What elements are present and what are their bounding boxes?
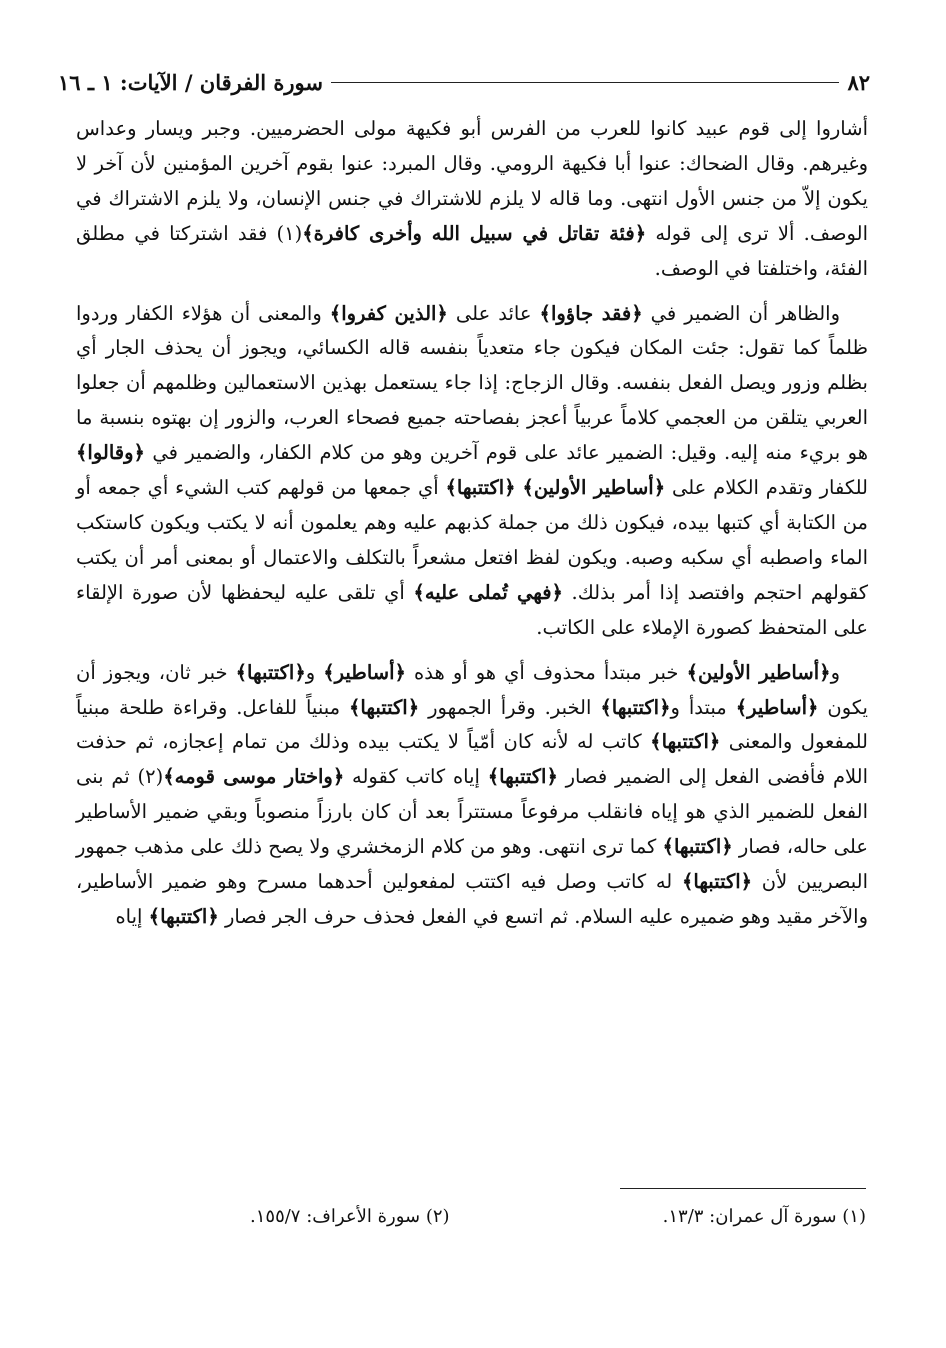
quran-quote: ﴿أساطير الأولين﴾ bbox=[522, 476, 666, 500]
quran-quote: ﴿اكتتبها﴾ bbox=[235, 660, 306, 684]
quran-quote: ﴿اكتتبها﴾ bbox=[487, 765, 558, 789]
text-run: (١) فقد اشتركتا في مطلق الفئة، واختلفتا في الوصف. bbox=[76, 221, 868, 280]
text-run: مبنياً للفاعل. وقراءة طلحة مبنياً للمفعول والمعنى bbox=[76, 695, 868, 754]
quran-quote: ﴿فئة تقاتل في سبيل الله وأخرى كافرة﴾ bbox=[302, 221, 647, 245]
footnote-1: (١) سورة آل عمران: ١٣/٣. bbox=[662, 1206, 866, 1227]
text-run: عائد على bbox=[447, 301, 540, 325]
text-run: أي جمعها من قولهم كتب الشيء أي جمعه أو من الكتابة أي كتبها بيده، فيكون ذلك من جملة كذبهم عليه وهم يعلمون أنه لا يكتب ويكون كاستكب الماء واصطبه أي سكبه وصبه. ويكون لفظ افتعل مشعراً بالتكلف والاعتمال أو بمعنى أمر أن يكتب كقولهم احتجم وافتصد إذا أمر بذلك. bbox=[76, 476, 868, 604]
quran-quote: ﴿اكتتبها﴾ bbox=[600, 695, 671, 719]
text-run: للكفار وتقدم الكلام على bbox=[665, 476, 868, 500]
running-title: سورة الفرقان / الآيات: ١ ـ ١٦ bbox=[58, 69, 324, 95]
footnote-rule bbox=[620, 1188, 866, 1189]
page-header bbox=[58, 62, 870, 102]
quran-quote: ﴿اكتتبها﴾ bbox=[681, 870, 753, 894]
quran-quote: ﴿اكتتبها﴾ bbox=[445, 476, 516, 500]
text-run: أي تلقى عليه ليحفظها لأن صورة الإلقاء على المتحفظ كصورة الإملاء على الكاتب. bbox=[76, 580, 868, 639]
quran-quote: ﴿الذين كفروا﴾ bbox=[329, 301, 448, 325]
text-run: (٢) ثم بنى الفعل للضمير الذي هو إياه فانقلب مرفوعاً مستتراً بعد أن كان بارزاً منصوباً وبقي ضمير الأساطير على حاله، فصار bbox=[76, 765, 869, 859]
quran-quote: ﴿واختار موسى قومه﴾ bbox=[163, 765, 345, 789]
text-run: أشاروا إلى قوم عبيد كانوا للعرب من الفرس أبو فكيهة مولى الحضرميين. وجبر ويسار وعداس وغيرهم. وقال الضحاك: عنوا أبا فكيهة الرومي. وقال المبرد: عنوا بقوم آخرين المؤمنين لأن آخر لا يكون إلاّ من جنس الأول انتهى. وما قاله لا يلزم للاشتراك في جنس الإنسان، ولا يلزم الاشتراك في الوصف. ألا ترى إلى قوله bbox=[76, 117, 868, 245]
main-text bbox=[76, 112, 868, 945]
text-run: و bbox=[305, 660, 324, 684]
text-run: إياه كاتب كقوله bbox=[344, 765, 488, 789]
quran-quote: ﴿وقالوا﴾ bbox=[76, 441, 145, 465]
text-run: و bbox=[830, 660, 840, 684]
text-run: إياه bbox=[115, 904, 149, 928]
footnote-2: (٢) سورة الأعراف: ١٥٥/٧. bbox=[250, 1206, 450, 1227]
text-run: خبر مبتدأ محذوف أي هو أو هذه bbox=[405, 660, 687, 684]
page-number: ٨٢ bbox=[847, 69, 870, 95]
quran-quote: ﴿أساطير﴾ bbox=[323, 660, 406, 684]
quran-quote: ﴿اكتتبها﴾ bbox=[349, 695, 420, 719]
quran-quote: ﴿أساطير الأولين﴾ bbox=[686, 660, 831, 684]
quran-quote: ﴿اكتتبها﴾ bbox=[650, 730, 721, 754]
header-rule bbox=[331, 82, 839, 83]
quran-quote: ﴿فهي تُملى عليه﴾ bbox=[413, 580, 563, 604]
text-run: مبتدأ و bbox=[670, 695, 736, 719]
quran-quote: ﴿اكتتبها﴾ bbox=[662, 835, 733, 859]
quran-quote: ﴿اكتتبها﴾ bbox=[148, 904, 219, 928]
footnotes bbox=[250, 1206, 866, 1227]
text-run: خبر ثان، ويجوز أن يكون bbox=[76, 660, 868, 719]
text-run: والظاهر أن الضمير في bbox=[642, 301, 840, 325]
text-run: والمعنى أن هؤلاء الكفار وردوا ظلماً كما تقول: جئت المكان فيكون جاء متعدياً بنفسه قاله الكسائي، ويجوز أن يحذف الجار أي بظلم وزور ويصل الفعل بنفسه. وقال الزجاج: إذا جاء يستعمل بهذين الاستعمالين وظلمهم أن جعلوا العربي يتلقن من العجمي كلاماً عربياً أعجز بفصاحته جميع فصحاء العرب، والزور إن بهتوه بنسبة ما هو بريء منه إليه. وقيل: الضمير عائد على قوم آخرين وهو من كلام الكفار، والضمير في bbox=[76, 301, 868, 465]
text-run: كما ترى انتهى. وهو من كلام الزمخشري ولا يصح ذلك على مذهب جمهور البصريين لأن bbox=[76, 835, 868, 894]
quran-quote: ﴿فقد جاؤوا﴾ bbox=[539, 301, 643, 325]
text-run: الخبر. وقرأ الجمهور bbox=[419, 695, 601, 719]
quran-quote: ﴿أساطير﴾ bbox=[735, 695, 819, 719]
paragraph bbox=[76, 112, 868, 287]
paragraph bbox=[76, 297, 868, 646]
paragraph bbox=[76, 656, 868, 935]
text-run: له كاتب وصل فيه اكتتب لمفعولين أحدهما مسرح وهو ضمير الأساطير، والآخر مقيد وهو ضميره عليه السلام. ثم اتسع في الفعل فحذف حرف الجر فصار bbox=[76, 870, 868, 928]
text-run: كاتب له لأنه كان أمّياً لا يكتب بيده وذلك من تمام إعجازه، ثم حذفت اللام فأفضى الفعل إلى الضمير فصار bbox=[76, 730, 869, 789]
